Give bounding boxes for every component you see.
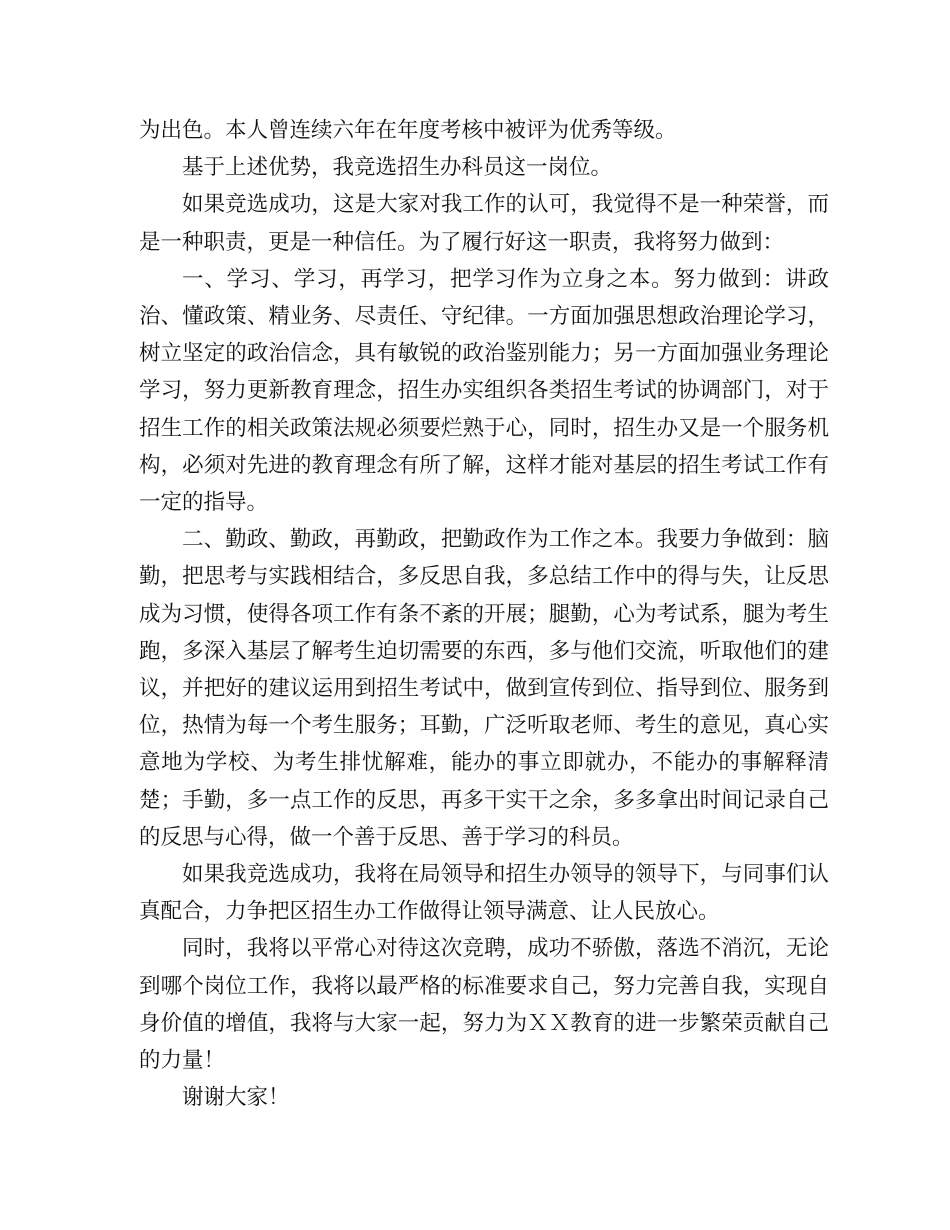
document-body xyxy=(139,112,829,1116)
paragraph-3: 如果竞选成功，这是大家对我工作的认可，我觉得不是一种荣誉，而是一种职责，更是一种信任。为了履行好这一职责，我将努力做到： xyxy=(139,192,829,255)
paragraph-8: 谢谢大家！ xyxy=(182,1085,290,1111)
paragraph-4: 一、学习、学习，再学习，把学习作为立身之本。努力做到：讲政治、懂政策、精业务、尽责任、守纪律。一方面加强思想政治理论学习，树立坚定的政治信念，具有敏锐的政治鉴别能力；另一方面加强业务理论学习，努力更新教育理念，招生办实组织各类招生考试的协调部门，对于招生工作的相关政策法规必须要烂熟于心，同时，招生办又是一个服务机构，必须对先进的教育理念有所了解，这样才能对基层的招生考试工作有一定的指导。 xyxy=(139,266,829,516)
paragraph-2: 基于上述优势，我竞选招生办科员这一岗位。 xyxy=(182,155,613,181)
paragraph-5: 二、勤政、勤政，再勤政，把勤政作为工作之本。我要力争做到：脑勤，把思考与实践相结合，多反思自我，多总结工作中的得与失，让反思成为习惯，使得各项工作有条不紊的开展；腿勤，心为考试系，腿为考生跑，多深入基层了解考生迫切需要的东西，多与他们交流，听取他们的建议，并把好的建议运用到招生考试中，做到宣传到位、指导到位、服务到位，热情为每一个考生服务；耳勤，广泛听取老师、考生的意见，真心实意地为学校、为考生排忧解难，能办的事立即就办，不能办的事解释清楚；手勤，多一点工作的反思，再多干实干之余，多多拿出时间记录自己的反思与心得，做一个善于反思、善于学习的科员。 xyxy=(139,527,829,850)
paragraph-6: 如果我竞选成功，我将在局领导和招生办领导的领导下，与同事们认真配合，力争把区招生办工作做得让领导满意、让人民放心。 xyxy=(139,862,829,925)
paragraph-1: 为出色。本人曾连续六年在年度考核中被评为优秀等级。 xyxy=(139,118,677,143)
paragraph-7: 同时，我将以平常心对待这次竞聘，成功不骄傲，落选不消沉，无论到哪个岗位工作，我将以最严格的标准要求自己，努力完善自我，实现自身价值的增值，我将与大家一起，努力为ＸＸ教育的进一步繁荣贡献自己的力量！ xyxy=(139,936,829,1074)
